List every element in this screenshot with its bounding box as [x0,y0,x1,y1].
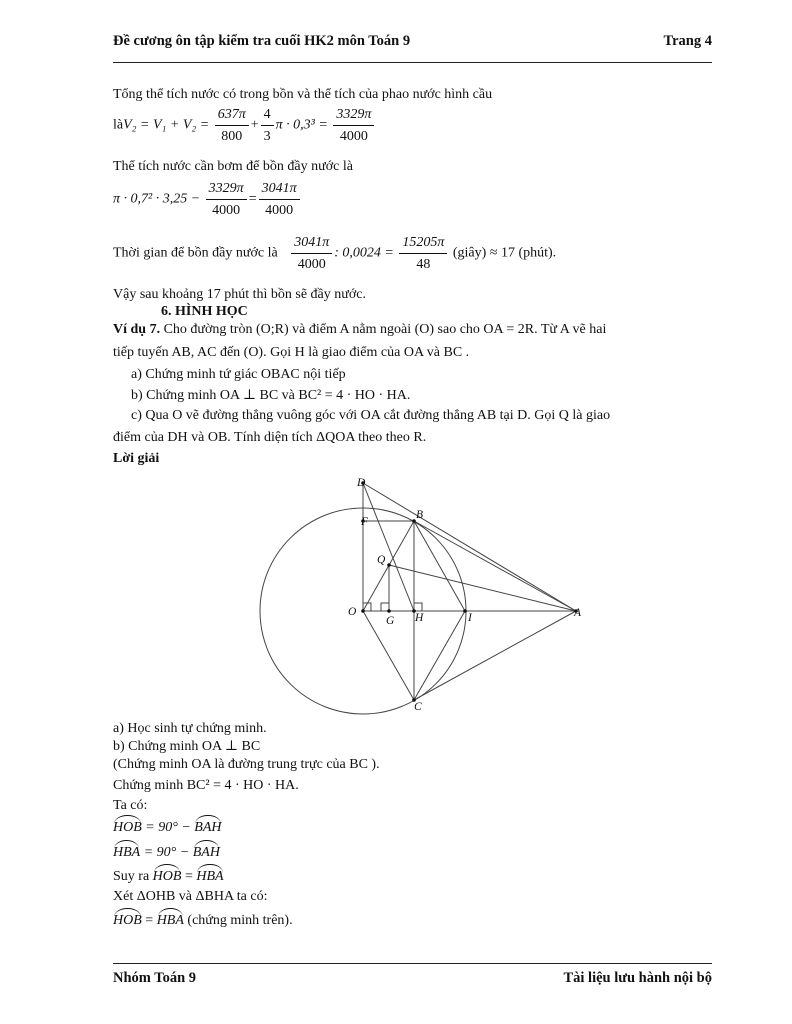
point-q [387,563,391,567]
solution-line: a) Học sinh tự chứng minh. [113,721,267,736]
label-i: I [468,612,472,624]
example-label: Ví dụ 7. [113,322,161,337]
plus-sign: + [250,117,259,133]
label-a: A [574,607,582,619]
numerator: 637π [215,106,249,126]
text-tail: (giây) ≈ 17 (phút). [452,245,557,261]
footer-left: Nhóm Toán 9 [113,970,197,986]
angle-bah: BAH [194,815,221,837]
numerator: 4 [261,106,274,126]
example-text: Cho đường tròn (O;R) và điểm A nằm ngoài (O) sao cho OA = 2R. Từ A vẽ hai [163,322,607,337]
header-title: Đề cương ôn tập kiểm tra cuối HK2 môn Toán 9 [113,33,411,49]
equals-sign: = [184,869,193,884]
page-number: Trang 4 [663,33,712,49]
numerator: 3041π [259,180,300,200]
label-c: C [414,701,422,713]
solution-line: b) Chứng minh OA ⊥ BC [113,739,261,754]
denominator: 4000 [297,257,326,272]
angle-hba: HBA [157,908,184,930]
solution-line [113,864,224,886]
solution-line: (Chứng minh OA là đường trung trực của BC ). [113,757,380,772]
example-part-a: a) Chứng minh tứ giác OBAC nội tiếp [131,367,346,382]
label-o: O [348,606,357,618]
denominator: 48 [416,257,431,272]
label-b: B [416,509,424,521]
denominator: 4000 [265,203,294,218]
angle-bah: BAH [193,840,220,862]
footer-rule [113,963,712,964]
label-g: G [386,615,395,627]
solution-line: Xét ΔOHB và ΔBHA ta có: [113,889,268,904]
text-line: Thể tích nước cần bơm để bồn đầy nước là [113,159,353,174]
footer-right: Tài liệu lưu hành nội bộ [563,970,712,986]
point-i [463,609,467,613]
angle-hob: HOB [113,815,142,837]
angle-hba: HBA [113,840,140,862]
line-qa [389,565,576,611]
denominator: 3 [263,129,271,144]
formula-rest: = 90° − [143,845,190,860]
solution-line: Ta có: [113,798,148,813]
text-line: Vậy sau khoảng 17 phút thì bồn sẽ đầy nước. [113,287,366,302]
angle-hob: HOB [153,864,182,886]
solution-line [113,840,220,862]
text-suyra: Suy ra [113,869,150,884]
label-f: F [361,516,369,528]
denominator: 4000 [212,203,241,218]
example-part-b: b) Chứng minh OA ⊥ BC và BC² = 4 · HO · HA. [131,388,411,403]
line-ca [414,611,576,700]
text-tail: (chứng minh trên). [187,913,293,928]
equals-sign: = [248,191,257,207]
solution-heading: Lời giải [113,451,160,466]
formula-mid: : 0,0024 = [334,245,394,261]
text-la: là [113,117,124,133]
line-ci [414,611,465,700]
formula-lhs: V₂ = V₁ + V₂ = [123,117,210,133]
denominator: 800 [221,129,243,144]
formula-rest: = 90° − [145,820,191,835]
label-q: Q [377,554,386,566]
angle-hob: HOB [113,908,142,930]
equals-sign: = [145,913,154,928]
line-da [363,483,576,611]
numerator: 15205π [399,234,447,254]
numerator: 3041π [291,234,332,254]
solution-line [113,815,222,837]
example-part-c: c) Qua O vẽ đường thẳng vuông góc với OA cắt đường thẳng AB tại D. Gọi Q là giao [131,408,611,423]
numerator: 3329π [206,180,247,200]
numerator: 3329π [333,106,374,126]
example-line: tiếp tuyến AB, AC đến (O). Gọi H là giao điểm của OA và BC . [113,345,470,360]
point-o [361,609,365,613]
label-h: H [415,612,424,624]
example-line: điểm của DH và OB. Tính diện tích ΔQOA theo theo R. [113,430,427,445]
text-lead: Thời gian để bồn đầy nước là [113,245,278,261]
solution-line [113,908,293,930]
line-bi [414,521,465,611]
page-footer [113,970,712,987]
denominator: 4000 [339,129,368,144]
formula-mid: π · 0,3³ = [275,117,328,133]
text-line: Tổng thể tích nước có trong bồn và thể tích của phao nước hình cầu [113,87,493,102]
point-g [387,609,391,613]
angle-hba: HBA [196,864,223,886]
label-d: D [357,477,366,489]
formula-lead: π · 0,7² · 3,25 − [113,191,201,207]
section-heading: 6. HÌNH HỌC [161,304,248,319]
solution-line: Chứng minh BC² = 4 · HO · HA. [113,778,299,793]
line-ba [414,521,576,611]
